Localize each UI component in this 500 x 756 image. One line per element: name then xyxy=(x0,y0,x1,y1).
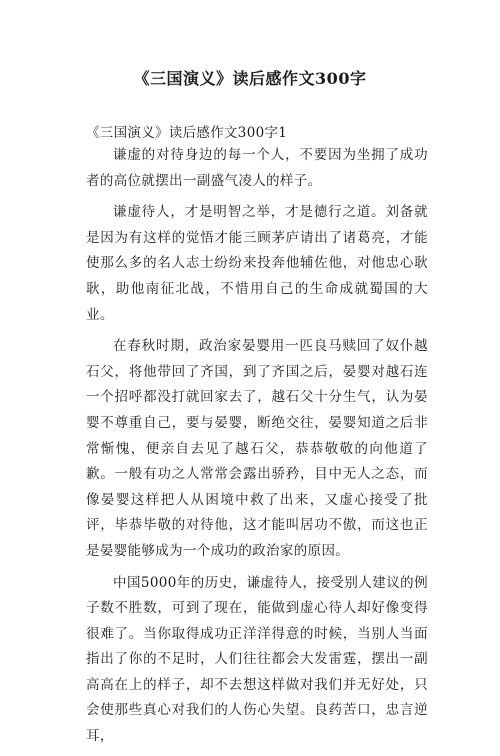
document-body xyxy=(86,143,428,756)
paragraph-1: 谦虚的对待身边的每一个人，不要因为坐拥了成功者的高位就摆出一副盛气凌人的样子。 xyxy=(86,147,428,189)
paragraph-2: 谦虚待人，才是明智之举，才是德行之道。刘备就是因为有这样的觉悟才能三顾茅庐请出了诸葛亮，才能使那么多的名人志士纷纷来投奔他辅佐他，对他忠心耿耿，助他南征北战，不惜用自己的生命成就蜀国的大业。 xyxy=(86,204,428,323)
paragraph-3: 在春秋时期，政治家晏婴用一匹良马赎回了奴仆越石父，将他带回了齐国，到了齐国之后，晏婴对越石连一个招呼都没打就回家去了，越石父十分生气，认为晏婴不尊重自己，要与晏婴，断绝交往，晏婴知道之后非常惭愧，便亲自去见了越石父，恭恭敬敬的向他道了歉。一般有功之人常常会露出骄矜，目中无人之态，而像晏婴这样把人从困境中救了出来，又虚心接受了批评，毕恭毕敬的对待他，这才能叫居功不傲，而这也正是晏婴能够成为一个成功的政治家的原因。 xyxy=(86,338,428,559)
document-title: 《三国演义》读后感作文300字 xyxy=(133,69,367,88)
section-heading: 《三国演义》读后感作文300字1 xyxy=(86,125,288,141)
paragraph-4: 中国5000年的历史，谦虚待人，接受别人建议的例子数不胜数，可到了现在，能做到虚心待人却好像变得很难了。当你取得成功正洋洋得意的时候，当别人当面指出了你的不足时，人们往往都会大发雷霆，摆出一副高高在上的样子，却不去想这样做对我们并无好处，只会使那些真心对我们的人伤心失望。良药苦口，忠言逆耳， xyxy=(86,574,428,745)
